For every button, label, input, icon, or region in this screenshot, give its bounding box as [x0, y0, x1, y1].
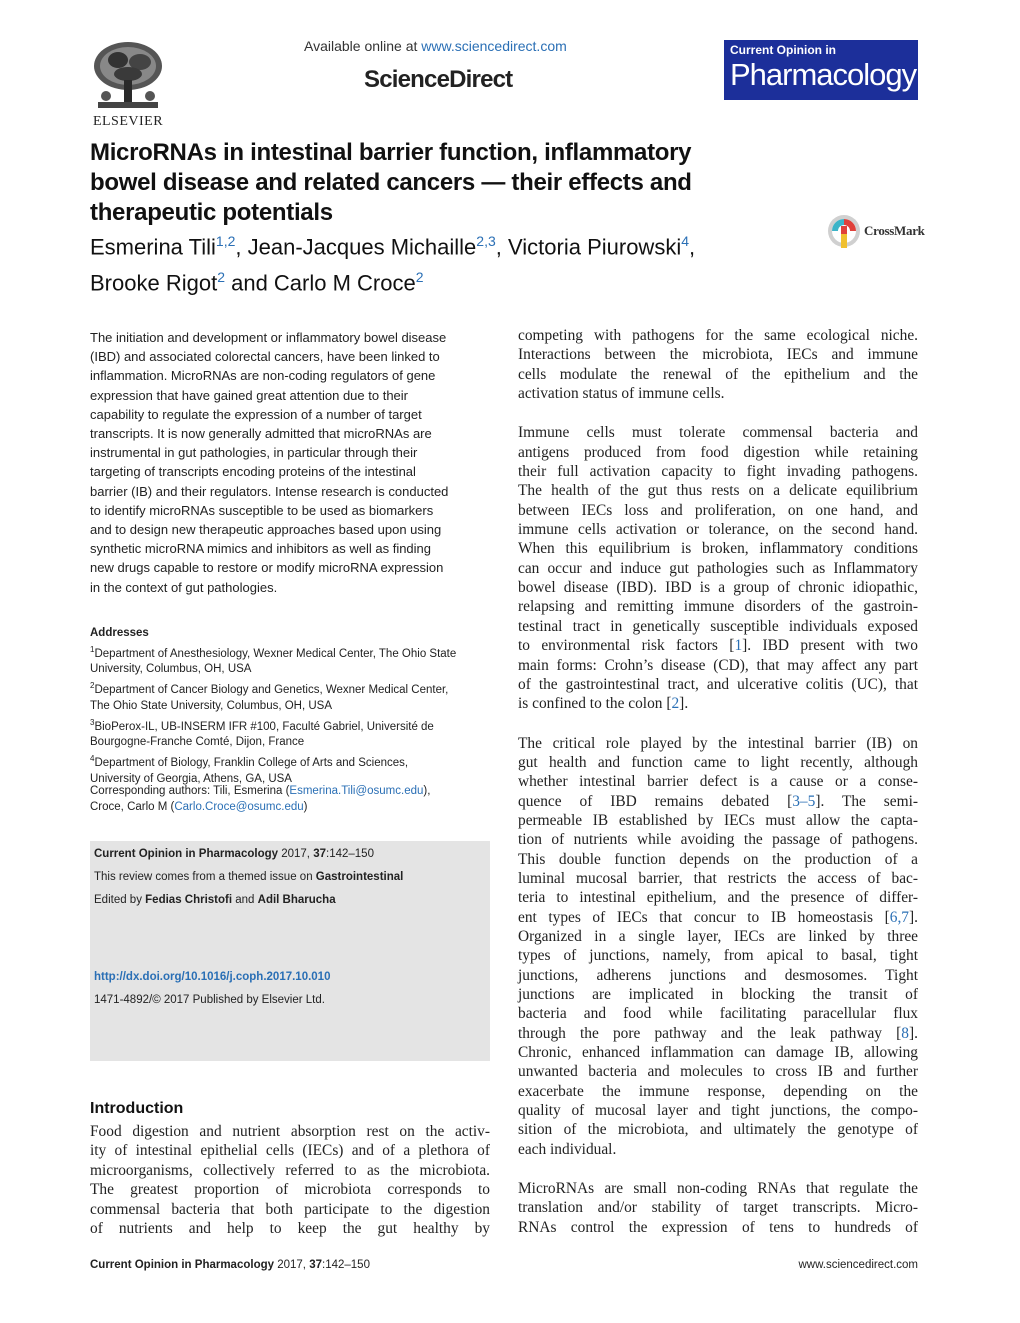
text-line: junctions are implicated in blocking the transit of: [518, 986, 918, 1003]
address-line: University, Columbus, OH, USA: [90, 663, 252, 676]
address-number: 1: [90, 644, 95, 654]
text-line: of the gastrointestinal tract, and ulcerative colitis (UC), that: [518, 675, 918, 693]
author-affiliation[interactable]: 4: [681, 233, 690, 249]
text-line: can occur and induce gut pathologies such as Inflammatory: [518, 559, 918, 577]
reference-link[interactable]: 6,7: [889, 908, 909, 926]
journal-badge-top: Current Opinion in: [730, 43, 836, 57]
abstract-line: expression that have gained great attention due to their: [90, 387, 408, 403]
text-line: main forms: Crohn’s disease (CD), that may affect any part: [518, 656, 918, 674]
abstract-line: inflammation. MicroRNAs are non-coding regulators of gene: [90, 368, 436, 384]
text-line: between IECs loss and proliferation, on one hand, and: [518, 501, 918, 519]
author-name[interactable]: Victoria Piurowski: [508, 234, 682, 260]
abstract-line: transcripts. It is now generally admitted that microRNAs are: [90, 426, 432, 442]
title-line: MicroRNAs in intestinal barrier function, inflammatory: [90, 139, 692, 166]
address-number: 2: [90, 681, 95, 691]
text-line: luminal mucosal barrier, that restricts the access of bac-: [518, 869, 918, 887]
available-online-line: [304, 38, 567, 54]
text-line: is confined to the colon [2].: [518, 695, 689, 713]
crossmark-label: CrossMark: [864, 223, 925, 238]
paragraph: [518, 734, 918, 1160]
text-line: competing with pathogens for the same ecological niche.: [518, 327, 918, 344]
address-line: The Ohio State University, Columbus, OH, USA: [90, 699, 333, 712]
volume: 37: [313, 848, 326, 860]
corresponding-text: Croce, Carlo M (: [90, 800, 175, 813]
address-line: [90, 715, 500, 736]
text-line: antigens produced from food digestion while retaining: [518, 443, 918, 461]
author-name[interactable]: Brooke Rigot: [90, 270, 218, 296]
abstract-line: synthetic microRNA mimics and inhibitors as well as finding: [90, 541, 432, 557]
text-line: tion of nutrients while avoiding the passage of pathogens.: [518, 831, 918, 849]
text-line: unwanted bacteria and molecules to cross IB and further: [518, 1063, 918, 1081]
theme-prefix: This review comes from a themed issue on: [94, 871, 316, 883]
abstract-line: capability to regulate the expression of a number of target: [90, 406, 422, 422]
footer-site[interactable]: www.sciencedirect.com: [798, 1259, 918, 1271]
address-text: Department of Cancer Biology and Genetics, Wexner Medical Center,: [94, 684, 449, 697]
title-line: bowel disease and related cancers — their effects and: [90, 169, 692, 196]
reference-link[interactable]: 3–5: [792, 792, 816, 810]
text-line: commensal bacteria that both participate to the digestion: [90, 1200, 490, 1218]
text-line: Immune cells must tolerate commensal bacteria and: [518, 424, 918, 442]
author-separator: ,: [495, 234, 508, 260]
text-line: microorganisms, collectively referred to as the microbiota.: [90, 1161, 490, 1179]
text-line: exacerbate the immune response, depending on the: [518, 1082, 918, 1100]
abstract-line: and to design new therapeutic approaches based upon using: [90, 522, 442, 538]
address-line: University of Georgia, Athens, GA, USA: [90, 772, 292, 785]
paragraph: [518, 1179, 918, 1237]
year: 2017,: [278, 848, 314, 860]
text-line: teria to intestinal epithelium, and the presence of differ-: [518, 889, 918, 907]
text-line: quence of IBD remains debated [3–5]. The semi-: [518, 792, 919, 810]
reference-link[interactable]: 8: [901, 1024, 909, 1042]
journal-badge-main: Pharmacology: [730, 57, 917, 92]
text-line: activation status of immune cells.: [518, 385, 725, 403]
corresponding-text: ),: [423, 785, 431, 797]
elsevier-logo: [88, 40, 168, 132]
author-name[interactable]: Jean-Jacques Michaille: [247, 234, 477, 260]
text-line: bacteria and food while facilitating paracellular flux: [518, 1005, 918, 1023]
text-line: The health of the gut thus rests on a delicate equilibrium: [518, 482, 918, 500]
citation-line: [94, 848, 374, 860]
address-number: 4: [90, 754, 95, 764]
address-line: [90, 642, 500, 663]
text-line: ity of intestinal epithelial cells (IECs) and of a plethora of: [90, 1142, 490, 1160]
author-separator: ,: [235, 234, 248, 260]
author-name[interactable]: Carlo M Croce: [273, 270, 416, 296]
editor-name: Fedias Christofi: [145, 894, 233, 906]
text-line: whether intestinal barrier defect is a cause or a conse-: [518, 773, 918, 791]
abstract-line: instrumental in gut pathologies, in particular through their: [90, 445, 418, 461]
author-affiliation[interactable]: 2: [217, 269, 225, 286]
address-line: [90, 678, 500, 699]
abstract-line: new drugs capable to restore or modify microRNA expression: [90, 560, 444, 576]
footer-journal: Current Opinion in Pharmacology: [90, 1259, 275, 1271]
paragraph: [518, 326, 918, 403]
author-name[interactable]: Esmerina Tili: [90, 234, 216, 260]
address-line: [90, 751, 500, 772]
author-separator: ,: [689, 234, 696, 260]
paragraph: [518, 423, 918, 713]
author-affiliation[interactable]: 2: [415, 269, 424, 286]
editor-separator: and: [232, 894, 258, 906]
text-line: RNAs control the expression of tens to hundreds of: [518, 1218, 918, 1236]
right-column-text: [518, 326, 918, 1237]
abstract-line: in the context of gut pathologies.: [90, 579, 278, 595]
text-line: their full activation capacity to fight invading pathogens.: [518, 463, 918, 481]
address-text: BioPerox-IL, UB-INSERM IFR #100, Faculté Gabriel, Université de: [94, 720, 434, 733]
text-line: Food digestion and nutrient absorption rest on the activ-: [90, 1123, 490, 1140]
addresses-heading: Addresses: [90, 627, 149, 639]
reference-link[interactable]: 1: [734, 637, 743, 655]
text-line: The critical role played by the intestinal barrier (IB) on: [518, 734, 918, 752]
edited-prefix: Edited by: [94, 894, 146, 906]
introduction-heading: Introduction: [90, 1100, 184, 1117]
address-text: Department of Biology, Franklin College of Arts and Sciences,: [94, 756, 409, 769]
text-line: The greatest proportion of microbiota corresponds to: [90, 1181, 490, 1199]
platform-title: ScienceDirect: [364, 66, 513, 93]
address-number: 3: [90, 717, 95, 727]
corresponding-authors: [90, 784, 500, 816]
article-title: [90, 138, 810, 228]
crossmark-badge[interactable]: [826, 212, 926, 250]
text-line: permeable IB established by IECs must allow the capta-: [518, 811, 918, 829]
email-link[interactable]: Carlo.Croce@osumc.edu: [174, 800, 304, 813]
footer-citation: [90, 1259, 370, 1271]
text-line: Organized in a single layer, IECs are linked by three: [518, 927, 918, 945]
editor-name: Adil Bharucha: [257, 894, 336, 906]
journal-name: Current Opinion in Pharmacology: [94, 848, 279, 860]
text-line: MicroRNAs are small non-coding RNAs that regulate the: [518, 1180, 918, 1198]
text-line: When this equilibrium is broken, inflammatory conditions: [518, 540, 918, 558]
copyright-line: 1471-4892/© 2017 Published by Elsevier Ltd.: [94, 994, 325, 1006]
author-affiliation[interactable]: 2,3: [476, 233, 496, 249]
theme-line: [94, 871, 403, 883]
reference-link[interactable]: 2: [671, 695, 680, 713]
abstract-line: The initiation and development or inflammatory bowel disease: [90, 330, 447, 345]
pages: :142–150: [326, 848, 374, 860]
abstract-line: barrier (IB) and their regulators. Intense research is conducted: [90, 483, 449, 499]
publisher-name: ELSEVIER: [92, 114, 164, 129]
elsevier-tree-icon: [88, 40, 168, 112]
text-line: cells modulate the renewal of the epithelium and the: [518, 365, 918, 383]
introduction-text: [90, 1122, 490, 1238]
text-line: of nutrients and help to keep the gut healthy by: [90, 1220, 490, 1238]
editors-line: [94, 894, 336, 906]
text-line: to environmental risk factors [1]. IBD present with two: [518, 637, 918, 655]
abstract-line: targeting of transcripts encoding proteins of the intestinal: [90, 464, 416, 480]
addresses: [90, 626, 500, 787]
text-line: This double function depends on the production of a: [518, 850, 918, 868]
abstract-line: (IBD) and associated colorectal cancers, have been linked to: [90, 349, 440, 365]
text-line: relapsing and remitting immune disorders of the gastroin-: [518, 598, 918, 616]
text-line: junctions, adherens junctions and desmosomes. Tight: [518, 966, 918, 984]
address-line: Bourgogne-Franche Comté, Dijon, France: [90, 736, 305, 749]
author-separator: and: [224, 270, 274, 296]
abstract-line: to identify microRNAs susceptible to be used as biomarkers: [90, 502, 434, 518]
text-line: quality of mucosal layer and tight junctions, the compo-: [518, 1102, 918, 1120]
footer-pages: :142–150: [322, 1259, 370, 1271]
crossmark-icon: [826, 212, 862, 250]
text-line: bowel disease (IBD). IBD is a group of chronic idiopathic,: [518, 579, 918, 597]
sciencedirect-link[interactable]: www.sciencedirect.com: [421, 38, 567, 54]
email-link[interactable]: Esmerina.Tili@osumc.edu: [289, 785, 424, 797]
address-text: Department of Anesthesiology, Wexner Medical Center, The Ohio State: [94, 647, 457, 660]
author-affiliation[interactable]: 1,2: [215, 233, 236, 249]
text-line: Chronic, enhanced inflammation can damage IB, allowing: [518, 1044, 918, 1062]
theme-name: Gastrointestinal: [315, 871, 404, 883]
text-line: immune cells activation or tolerance, on the second hand.: [518, 521, 918, 539]
text-line: translation and/or stability of target transcripts. Micro-: [518, 1199, 918, 1217]
text-line: gut health and function came to light recently, although: [518, 753, 918, 771]
available-prefix: Available online at: [304, 38, 422, 54]
article-info-box: [90, 841, 490, 1061]
text-line: testinal tract in genetically susceptible individuals exposed: [518, 617, 918, 635]
journal-badge: [724, 40, 918, 100]
title-line: therapeutic potentials: [90, 199, 333, 226]
text-line: Interactions between the microbiota, IECs and immune: [518, 346, 918, 364]
abstract: [90, 328, 490, 597]
text-line: ent types of IECs that concur to IB homeostasis [6,7].: [518, 908, 918, 926]
doi-link[interactable]: http://dx.doi.org/10.1016/j.coph.2017.10.010: [94, 971, 331, 983]
footer-volume: 37: [309, 1259, 322, 1271]
footer-year: 2017,: [274, 1259, 310, 1271]
text-line: types of junctions, namely, from apical to basal, tight: [518, 947, 918, 965]
text-line: sition of the microbiota, and ultimately the genotype of: [518, 1121, 918, 1139]
text-line: through the pore pathway and the leak pathway [8].: [518, 1024, 918, 1042]
text-line: each individual.: [518, 1140, 617, 1158]
corresponding-prefix: Corresponding authors: Tili, Esmerina (: [90, 785, 290, 797]
author-list: [90, 226, 810, 299]
corresponding-text: ): [303, 800, 308, 813]
